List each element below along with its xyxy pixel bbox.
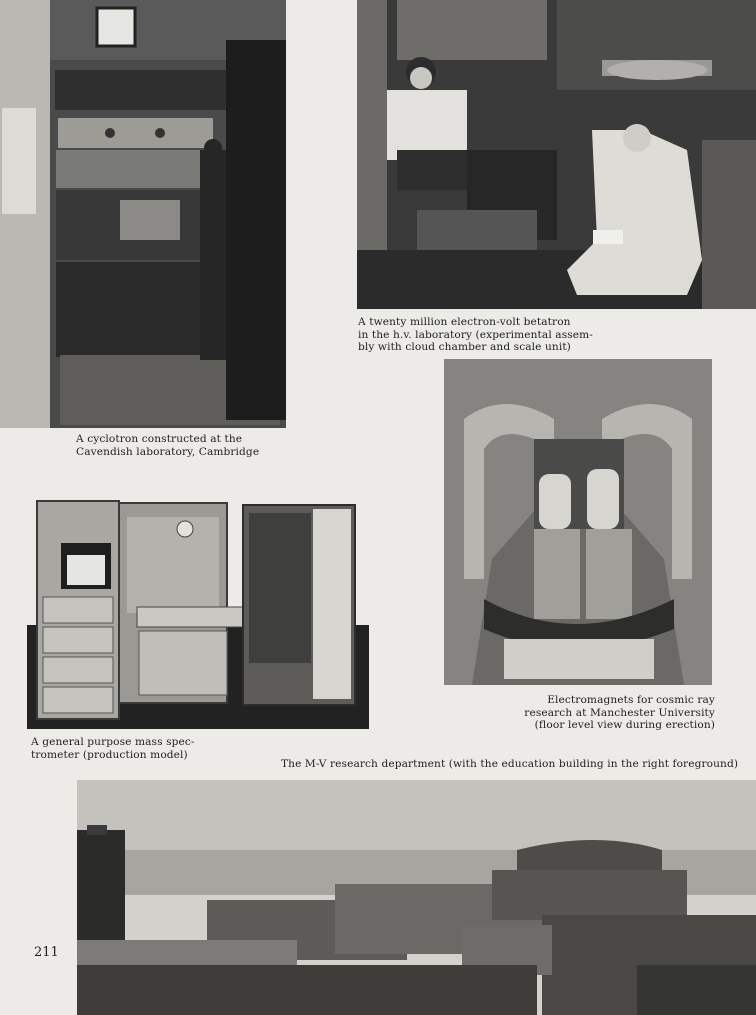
electromagnets-caption <box>490 694 715 732</box>
mass-spectrometer-caption <box>31 736 211 761</box>
betatron-photo <box>357 0 756 309</box>
caption-line: Cavendish laboratory, Cambridge <box>76 445 260 458</box>
caption-line: in the h.v. laboratory (experimental assem- <box>358 328 593 341</box>
betatron-caption <box>358 316 753 354</box>
caption-line: Electromagnets for cosmic ray <box>547 694 715 706</box>
mass-spectrometer-photo <box>27 497 369 729</box>
electromagnets-photo <box>444 359 712 685</box>
caption-line: bly with cloud chamber and scale unit) <box>358 341 571 353</box>
cyclotron-photo <box>0 0 286 428</box>
page-number: 211 <box>34 945 59 960</box>
caption-line: A twenty million electron-volt betatron <box>358 316 571 328</box>
research-department-photo <box>77 780 756 1015</box>
caption-line: trometer (production model) <box>31 748 188 761</box>
caption-line: A general purpose mass spec- <box>31 736 195 748</box>
research-department-caption <box>281 758 739 771</box>
caption-line: (floor level view during erection) <box>534 719 715 731</box>
caption-line: A cyclotron constructed at the <box>76 433 243 445</box>
caption-line: The M-V research department (with the education building in the right foreground) <box>281 758 739 770</box>
cyclotron-caption <box>76 433 276 458</box>
caption-line: research at Manchester University <box>524 706 715 719</box>
